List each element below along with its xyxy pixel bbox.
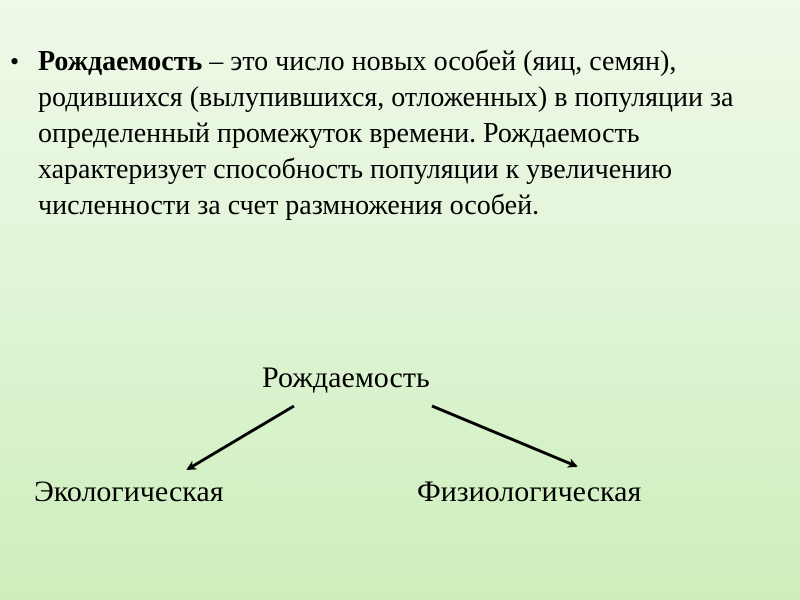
diagram-right-label: Физиологическая <box>417 475 642 508</box>
diagram-left-label: Экологическая <box>34 475 224 508</box>
arrow-left-icon <box>188 406 294 469</box>
bullet-dot-icon: • <box>10 47 20 76</box>
definition-paragraph <box>38 44 768 224</box>
definition-text: – это число новых особей (яиц, семян), родившихся (вылупившихся, отложенных) в популяции за определенный промежуток времени. Рождаемость характеризует способность популяции к увеличению численности за счет размножения особей. <box>38 46 734 221</box>
arrow-right-icon <box>432 406 576 466</box>
diagram-root-label: Рождаемость <box>262 361 430 394</box>
definition-term: Рождаемость <box>38 46 203 77</box>
